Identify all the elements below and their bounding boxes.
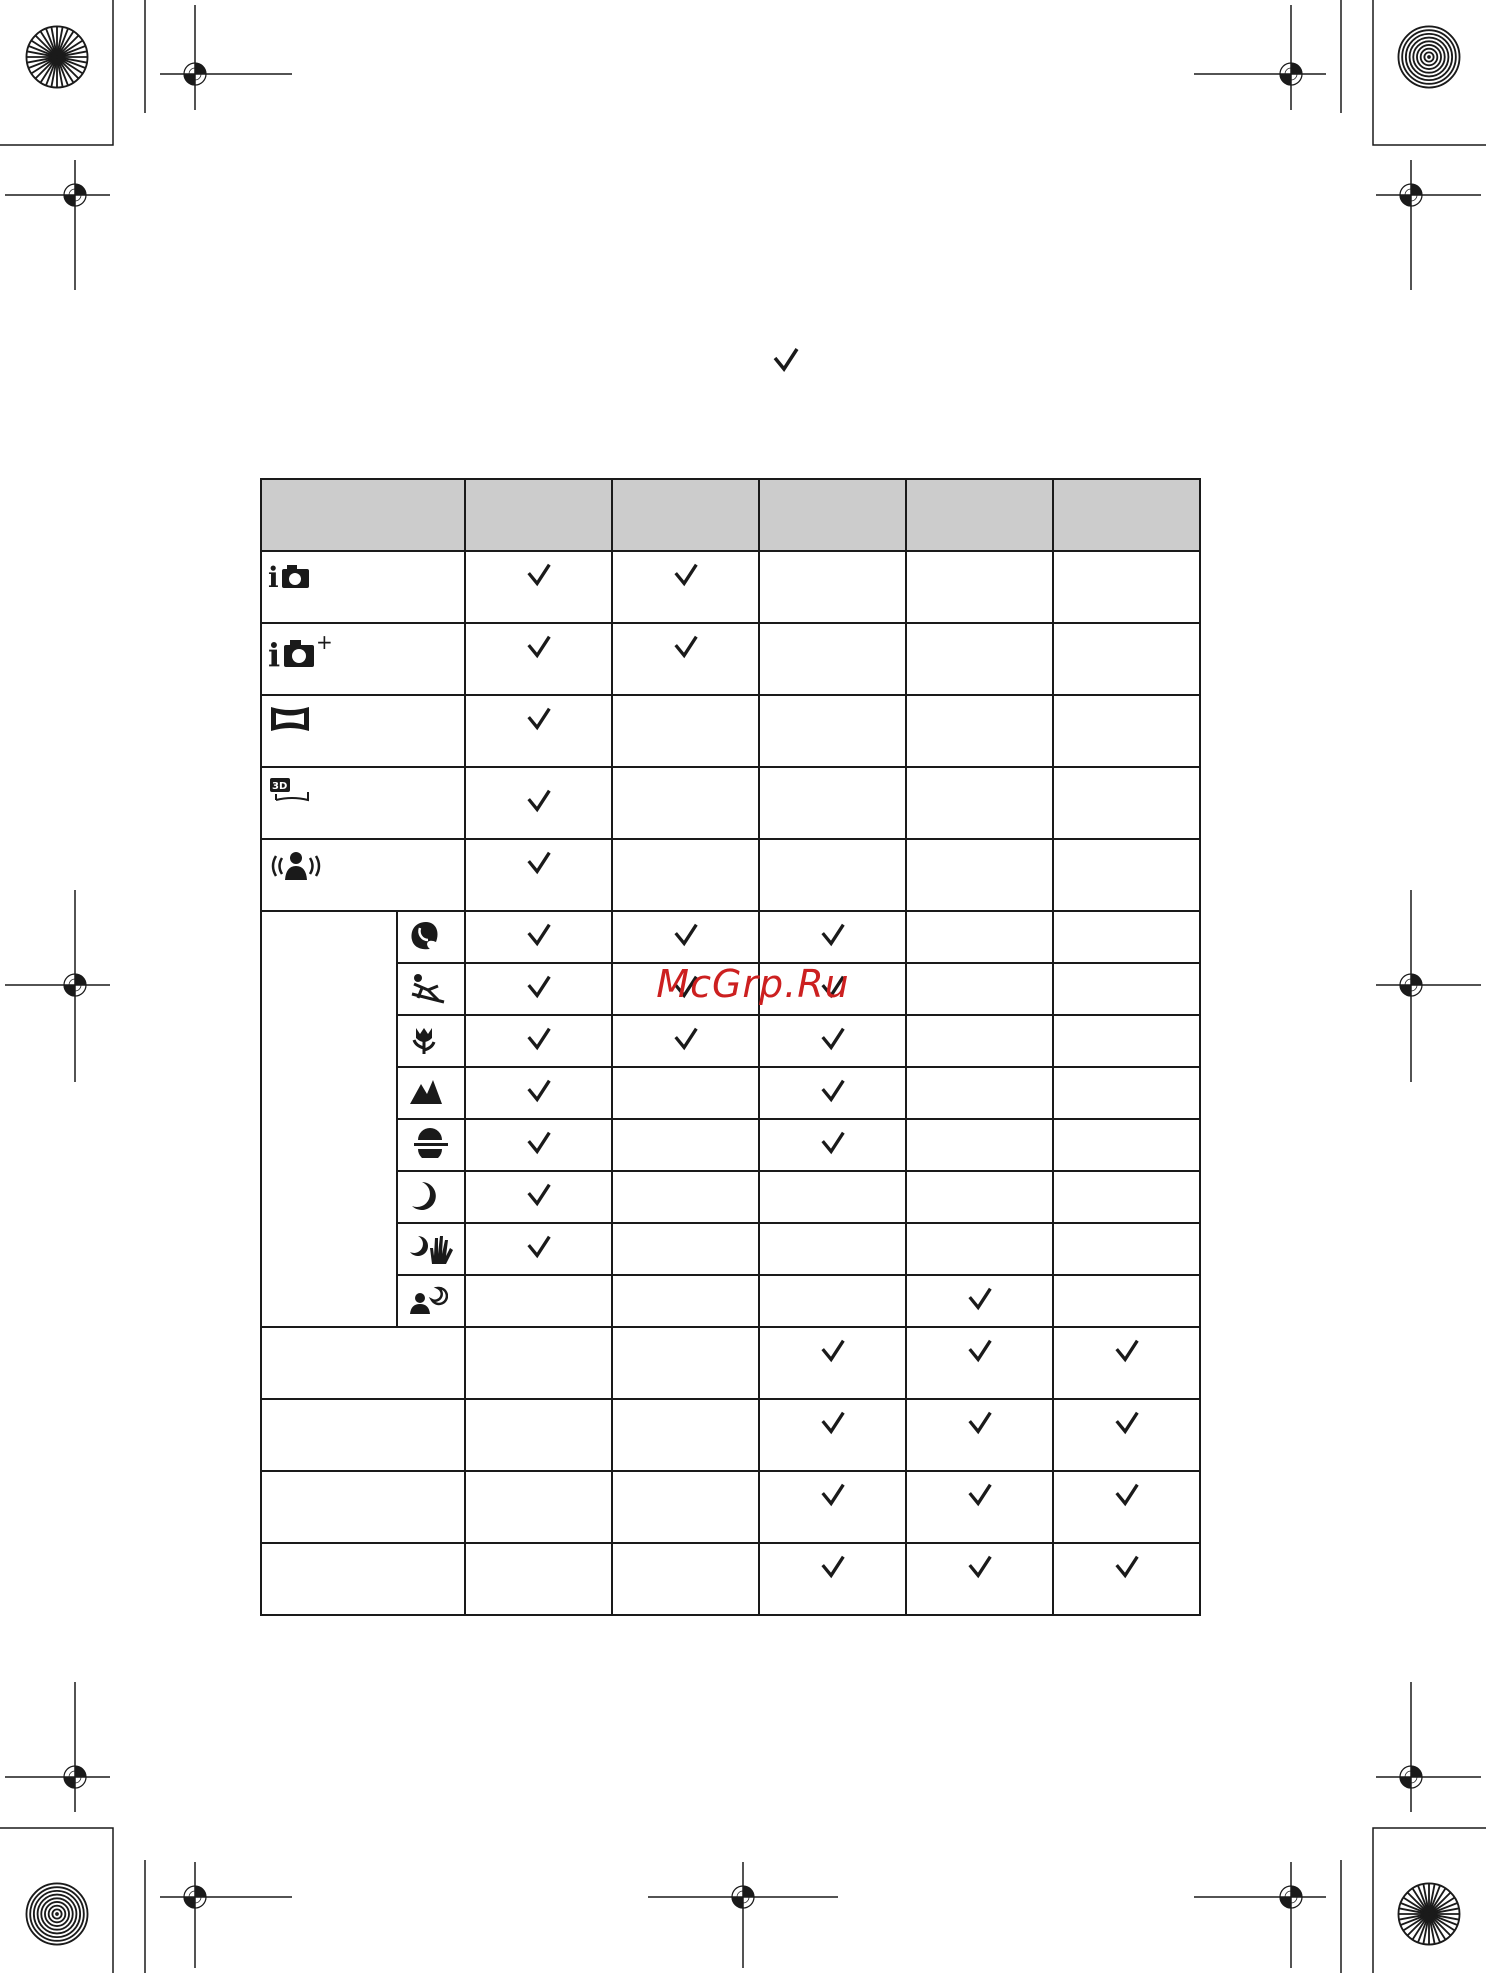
checked-cell (612, 911, 759, 963)
empty-cell (1053, 1067, 1200, 1119)
empty-cell (906, 911, 1053, 963)
empty-cell (612, 1119, 759, 1171)
landscape-icon (408, 1076, 444, 1110)
empty-cell (612, 1067, 759, 1119)
mode-cell (261, 767, 465, 839)
empty-cell (906, 1171, 1053, 1223)
checked-cell (465, 695, 612, 767)
empty-cell (759, 1171, 906, 1223)
checked-cell (759, 1399, 906, 1471)
check-icon (1054, 1480, 1199, 1510)
check-icon (1054, 1408, 1199, 1438)
night-portrait-icon (408, 1284, 448, 1320)
check-icon (760, 1128, 905, 1158)
empty-cell (612, 695, 759, 767)
check-icon (613, 920, 758, 950)
check-icon (466, 704, 611, 734)
mode-cell (261, 551, 465, 623)
checked-cell (759, 1543, 906, 1615)
empty-cell (612, 1275, 759, 1327)
table-row (261, 695, 1200, 767)
table-row (261, 1471, 1200, 1543)
empty-cell (759, 767, 906, 839)
empty-cell (1053, 911, 1200, 963)
table-row (261, 1327, 1200, 1399)
check-icon (907, 1552, 1052, 1582)
checked-cell (465, 1067, 612, 1119)
empty-cell (465, 1399, 612, 1471)
checked-cell (759, 1067, 906, 1119)
mode-cell (261, 1327, 465, 1399)
check-icon (1054, 1552, 1199, 1582)
intelligent-auto-icon (268, 560, 312, 594)
check-icon (760, 1024, 905, 1054)
header-cell (1053, 479, 1200, 551)
header-cell (906, 479, 1053, 551)
check-icon (907, 1480, 1052, 1510)
check-icon (466, 1180, 611, 1210)
empty-cell (1053, 1275, 1200, 1327)
table-row (261, 911, 1200, 963)
checked-cell (759, 1119, 906, 1171)
check-icon (907, 1336, 1052, 1366)
sweep-panorama-icon (268, 704, 312, 738)
table-row (261, 551, 1200, 623)
3d-sweep-panorama-icon (268, 776, 312, 810)
table-row (261, 1275, 1200, 1327)
empty-cell (1053, 695, 1200, 767)
empty-cell (1053, 1015, 1200, 1067)
empty-cell (759, 1223, 906, 1275)
checked-cell (1053, 1543, 1200, 1615)
compatibility-table (260, 478, 1201, 1616)
header-cell (261, 479, 465, 551)
scene-icon-cell (397, 911, 465, 963)
checked-cell (612, 623, 759, 695)
check-icon (466, 560, 611, 590)
empty-cell (759, 839, 906, 911)
empty-cell (906, 839, 1053, 911)
checked-cell (1053, 1327, 1200, 1399)
check-icon (760, 1076, 905, 1106)
check-icon (760, 1408, 905, 1438)
check-icon (907, 1284, 1052, 1314)
checked-cell (465, 1171, 612, 1223)
empty-cell (906, 551, 1053, 623)
empty-cell (612, 767, 759, 839)
checked-cell (1053, 1471, 1200, 1543)
checked-cell (759, 1015, 906, 1067)
empty-cell (612, 839, 759, 911)
empty-cell (612, 1171, 759, 1223)
empty-cell (906, 767, 1053, 839)
check-icon (770, 344, 802, 376)
check-icon (466, 1024, 611, 1054)
checked-cell (465, 839, 612, 911)
mode-cell (261, 695, 465, 767)
checked-cell (906, 1399, 1053, 1471)
checked-cell (465, 1119, 612, 1171)
empty-cell (612, 1399, 759, 1471)
empty-cell (906, 623, 1053, 695)
empty-cell (612, 1223, 759, 1275)
macro-icon (408, 1024, 440, 1060)
checked-cell (1053, 1399, 1200, 1471)
mode-cell (261, 1471, 465, 1543)
empty-cell (1053, 623, 1200, 695)
check-icon (466, 1076, 611, 1106)
check-icon (613, 632, 758, 662)
check-icon (760, 920, 905, 950)
empty-cell (759, 1275, 906, 1327)
checked-cell (612, 1015, 759, 1067)
checked-cell (906, 1327, 1053, 1399)
table-row (261, 1015, 1200, 1067)
table-row (261, 1399, 1200, 1471)
checked-cell (759, 1327, 906, 1399)
empty-cell (906, 1223, 1053, 1275)
mode-cell (261, 839, 465, 911)
empty-cell (1053, 1171, 1200, 1223)
header-cell (759, 479, 906, 551)
anti-motion-blur-icon (268, 848, 324, 888)
sunset-icon (408, 1128, 452, 1162)
table-row (261, 623, 1200, 695)
empty-cell (1053, 767, 1200, 839)
scene-icon-cell (397, 1223, 465, 1275)
table-row (261, 1067, 1200, 1119)
check-icon (760, 1552, 905, 1582)
table-row (261, 767, 1200, 839)
checked-cell (465, 1223, 612, 1275)
empty-cell (1053, 551, 1200, 623)
empty-cell (612, 1543, 759, 1615)
empty-cell (1053, 839, 1200, 911)
check-icon (466, 848, 611, 878)
checked-cell (906, 1543, 1053, 1615)
check-icon (466, 920, 611, 950)
mode-cell (261, 1399, 465, 1471)
empty-cell (759, 695, 906, 767)
checked-cell (906, 1471, 1053, 1543)
table-row (261, 1119, 1200, 1171)
checked-cell (759, 911, 906, 963)
empty-cell (612, 1471, 759, 1543)
check-icon (466, 786, 611, 816)
check-icon (613, 1024, 758, 1054)
empty-cell (465, 1327, 612, 1399)
check-icon (760, 1480, 905, 1510)
night-scene-icon (408, 1180, 440, 1216)
mode-cell (261, 1543, 465, 1615)
checked-cell (465, 551, 612, 623)
check-icon (907, 1408, 1052, 1438)
superior-auto-icon (268, 632, 338, 676)
checked-cell (465, 623, 612, 695)
scene-icon-cell (397, 1119, 465, 1171)
empty-cell (906, 695, 1053, 767)
checked-cell (612, 551, 759, 623)
empty-cell (759, 623, 906, 695)
table-row (261, 1543, 1200, 1615)
table-row (261, 1223, 1200, 1275)
check-icon (1054, 1336, 1199, 1366)
empty-cell (465, 1543, 612, 1615)
check-icon (466, 1232, 611, 1262)
empty-cell (612, 1327, 759, 1399)
check-icon (760, 1336, 905, 1366)
header-cell (465, 479, 612, 551)
checked-cell (465, 1015, 612, 1067)
empty-cell (465, 1275, 612, 1327)
scene-icon-cell (397, 1067, 465, 1119)
empty-cell (906, 1119, 1053, 1171)
header-row (261, 479, 1200, 551)
svg-text:+: + (316, 632, 333, 654)
check-icon (466, 632, 611, 662)
scene-icon-cell (397, 1171, 465, 1223)
empty-cell (465, 1471, 612, 1543)
soft-skin-icon (408, 920, 444, 956)
checked-cell (759, 1471, 906, 1543)
watermark: McGrp.Ru (656, 962, 850, 1006)
scene-icon-cell (397, 1275, 465, 1327)
empty-cell (906, 1067, 1053, 1119)
checked-cell (465, 911, 612, 963)
header-cell (612, 479, 759, 551)
empty-cell (906, 1015, 1053, 1067)
svg-text:i: i (268, 636, 281, 672)
svg-text:3D: 3D (272, 781, 288, 792)
mode-cell (261, 623, 465, 695)
checked-cell (906, 1275, 1053, 1327)
scene-icon-cell (397, 1015, 465, 1067)
table-row (261, 1171, 1200, 1223)
check-icon (466, 1128, 611, 1158)
check-icon (613, 560, 758, 590)
empty-cell (1053, 1119, 1200, 1171)
hand-held-twilight-icon (408, 1232, 456, 1270)
table-row (261, 839, 1200, 911)
empty-cell (1053, 1223, 1200, 1275)
checked-cell (465, 767, 612, 839)
empty-cell (759, 551, 906, 623)
svg-text:i: i (268, 561, 279, 590)
